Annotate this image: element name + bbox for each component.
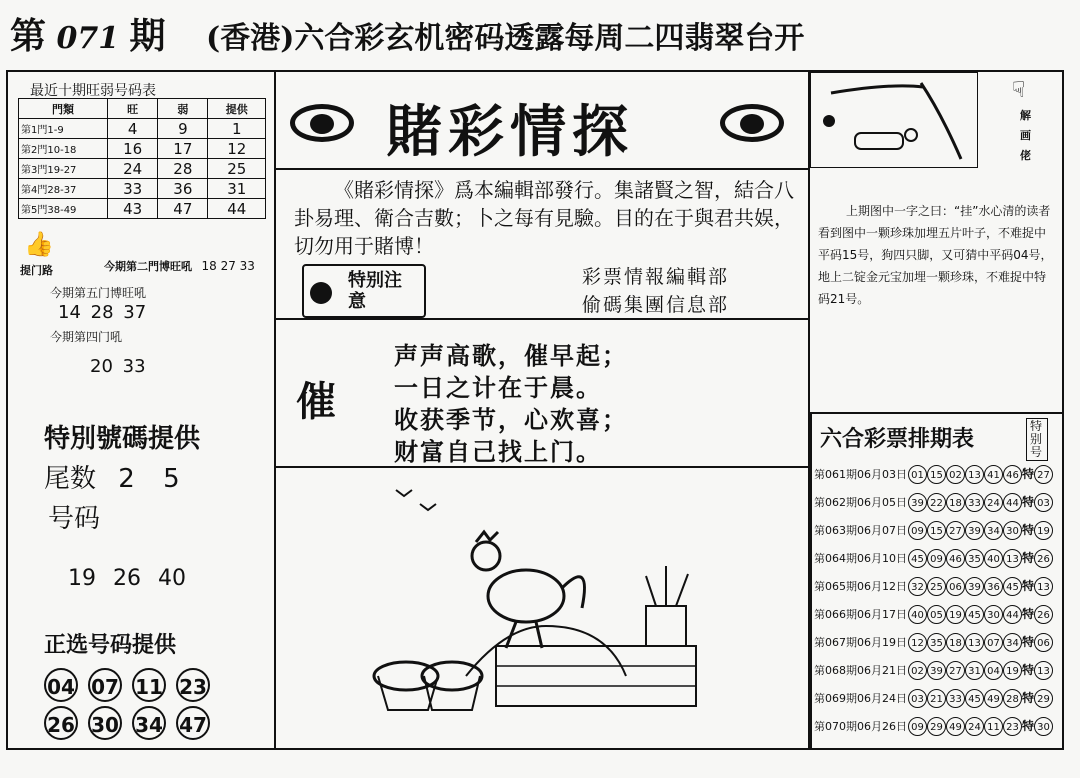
schedule-row [814, 684, 1053, 712]
pick-number: 47 [176, 706, 210, 740]
cell: 9 [158, 119, 208, 139]
cell: 16 [108, 139, 158, 159]
gate5-label: 今期第五门博旺吼 [50, 286, 147, 300]
schedule-balls [908, 656, 1053, 684]
ball-number: 33 [965, 493, 984, 512]
gate2-line [104, 258, 255, 274]
ball-number: 15 [927, 465, 946, 484]
pick-number: 26 [44, 706, 78, 740]
schedule-box [810, 412, 1062, 750]
row-label: 第3門19-27 [19, 159, 108, 179]
ball-number: 18 [946, 633, 965, 652]
schedule-row [814, 600, 1053, 628]
header-cell: 旺 [108, 99, 158, 119]
issue-suffix: 期 [129, 15, 166, 57]
ball-number: 35 [927, 633, 946, 652]
cell: 17 [158, 139, 208, 159]
puzzle-image [810, 72, 978, 168]
special-ball-number: 26 [1034, 549, 1053, 568]
ball-number: 06 [946, 577, 965, 596]
schedule-balls [908, 572, 1053, 600]
ball-number: 30 [984, 605, 1003, 624]
left-column [8, 72, 276, 748]
special-ball-number: 27 [1034, 465, 1053, 484]
ball-number: 28 [1003, 689, 1022, 708]
gate5-numbers: 14 28 37 [58, 302, 147, 323]
schedule-row [814, 460, 1053, 488]
ball-number: 46 [1003, 465, 1022, 484]
cell: 25 [208, 159, 266, 179]
schedule-balls [908, 516, 1053, 544]
ball-number: 29 [927, 717, 946, 736]
gate2-numbers: 18 27 33 [201, 259, 255, 273]
recent-table-caption: 最近十期旺弱号码表 [30, 83, 156, 99]
ball-number: 15 [927, 521, 946, 540]
ball-number: 30 [1003, 521, 1022, 540]
schedule-row-label: 第065期06月12日 [814, 580, 907, 593]
ball-number: 31 [965, 661, 984, 680]
schedule-row-label: 第061期06月03日 [814, 468, 907, 481]
schedule-table [814, 460, 1053, 740]
ball-number: 44 [1003, 493, 1022, 512]
ball-number: 39 [965, 521, 984, 540]
main-picks-row2 [44, 706, 220, 740]
eye-icon-left [290, 104, 354, 142]
ball-number: 22 [927, 493, 946, 512]
special-ball-number: 13 [1034, 661, 1053, 680]
rooster-illustration [366, 476, 726, 736]
special-word: 特 [1022, 634, 1035, 649]
ball-number: 09 [927, 549, 946, 568]
center-column [276, 72, 810, 748]
header-cell: 弱 [158, 99, 208, 119]
table-row [19, 179, 266, 199]
cell: 36 [158, 179, 208, 199]
special-ball-number: 03 [1034, 493, 1053, 512]
puzzle-text: 上期图中一字之曰：“挂”水心清的读者看到图中一颗珍珠加埋五片叶子，不难捉中平码15号，狗四只脚，又可猜中平码04号，地上二锭金元宝加埋一颗珍珠，不难捉中特码21号。 [818, 204, 1053, 306]
cell: 31 [208, 179, 266, 199]
table-row [19, 199, 266, 219]
ball-number: 27 [946, 661, 965, 680]
special-word: 特 [1022, 690, 1035, 705]
eye-icon-right [720, 104, 784, 142]
ball-number: 35 [965, 549, 984, 568]
schedule-row [814, 516, 1053, 544]
ball-number: 09 [908, 521, 927, 540]
ball-number: 09 [908, 717, 927, 736]
poem-line: 声声高歌，催早起； [394, 342, 628, 370]
poem-title: 催 [296, 378, 336, 425]
number-label: 号码 [48, 504, 101, 534]
row-label: 第4門28-37 [19, 179, 108, 199]
special-word: 特 [1022, 522, 1035, 537]
issue-prefix: 第 [10, 15, 47, 57]
ball-number: 13 [965, 633, 984, 652]
ball-number: 40 [984, 549, 1003, 568]
header-cell: 提供 [208, 99, 266, 119]
ball-number: 49 [984, 689, 1003, 708]
schedule-row-label: 第062期06月05日 [814, 496, 907, 509]
poem-section [276, 318, 808, 468]
ball-number: 27 [946, 521, 965, 540]
ball-number: 41 [984, 465, 1003, 484]
special-word: 特 [1022, 578, 1035, 593]
ball-number: 45 [908, 549, 927, 568]
schedule-row [814, 712, 1053, 740]
schedule-row-label: 第064期06月10日 [814, 552, 907, 565]
table-row [19, 139, 266, 159]
ball-number: 33 [946, 689, 965, 708]
schedule-row [814, 572, 1053, 600]
schedule-row [814, 656, 1053, 684]
ball-number: 39 [927, 661, 946, 680]
notice-badge [302, 264, 426, 318]
ball-number: 40 [908, 605, 927, 624]
schedule-title: 六合彩票排期表 [820, 427, 975, 452]
ball-number: 39 [908, 493, 927, 512]
schedule-balls [908, 600, 1053, 628]
pick-number: 07 [88, 668, 122, 702]
special-word: 特 [1022, 606, 1035, 621]
schedule-balls [908, 684, 1053, 712]
special-ball-number: 13 [1034, 577, 1053, 596]
issue-number: 071 [56, 21, 120, 56]
ball-number: 13 [965, 465, 984, 484]
tail-label: 尾数 [44, 464, 97, 494]
cell: 43 [108, 199, 158, 219]
schedule-row-label: 第070期06月26日 [814, 720, 907, 733]
ball-number: 39 [965, 577, 984, 596]
row-label: 第2門10-18 [19, 139, 108, 159]
special-word: 特 [1022, 494, 1035, 509]
logo-text: 賭彩情探 [386, 99, 634, 165]
page-title [10, 8, 1070, 62]
gate4-numbers: 20 33 [90, 356, 146, 377]
ball-number: 45 [1003, 577, 1022, 596]
pick-number: 34 [132, 706, 166, 740]
ball-number: 24 [965, 717, 984, 736]
ball-number: 05 [927, 605, 946, 624]
tail-values: 2 5 [118, 464, 180, 494]
pick-number: 23 [176, 668, 210, 702]
poem-line: 财富自己找上门。 [394, 438, 602, 466]
puzzle-side-label: 解画佬 [1020, 109, 1031, 162]
schedule-row [814, 544, 1053, 572]
row-label: 第1門1-9 [19, 119, 108, 139]
ball-number: 46 [946, 549, 965, 568]
ball-number: 18 [946, 493, 965, 512]
ball-number: 02 [946, 465, 965, 484]
cell: 1 [208, 119, 266, 139]
special-word: 特 [1022, 466, 1035, 481]
schedule-row-label: 第069期06月24日 [814, 692, 907, 705]
dept-1: 彩票情報編輯部 [582, 266, 730, 288]
ball-number: 19 [946, 605, 965, 624]
special-word: 特 [1022, 550, 1035, 565]
ball-number: 03 [908, 689, 927, 708]
ball-number: 25 [927, 577, 946, 596]
schedule-balls [908, 628, 1053, 656]
gate4-label: 今期第四门吼 [50, 330, 123, 344]
intro-text: 《賭彩情探》爲本編輯部發行。集諸賢之智，結合八卦易理、衛合吉數；卜之每有見驗。目的在于與君共娱，切勿用于賭博！ [294, 178, 794, 258]
right-column [810, 72, 1062, 748]
special-word: 特 [1022, 718, 1035, 733]
ball-number: 32 [908, 577, 927, 596]
cell: 12 [208, 139, 266, 159]
schedule-balls [908, 460, 1053, 488]
schedule-row [814, 488, 1053, 516]
ball-number: 01 [908, 465, 927, 484]
ball-number: 19 [1003, 661, 1022, 680]
cell: 47 [158, 199, 208, 219]
ball-number: 36 [984, 577, 1003, 596]
schedule-row [814, 628, 1053, 656]
pick-number: 04 [44, 668, 78, 702]
special-word: 特 [1022, 662, 1035, 677]
ball-number: 45 [965, 605, 984, 624]
cell: 4 [108, 119, 158, 139]
ball-number: 04 [984, 661, 1003, 680]
recent-table [18, 98, 266, 219]
tree-dog-illustration [811, 73, 977, 167]
schedule-row-label: 第068期06月21日 [814, 664, 907, 677]
ball-number: 11 [984, 717, 1003, 736]
ball-number: 45 [965, 689, 984, 708]
ball-number: 02 [908, 661, 927, 680]
table-header-row [19, 99, 266, 119]
special-ball-number: 30 [1034, 717, 1053, 736]
thumbs-up-icon: 👍 [24, 230, 54, 258]
ball-number: 21 [927, 689, 946, 708]
ball-number: 24 [984, 493, 1003, 512]
schedule-balls [908, 712, 1053, 740]
number-values: 19 26 40 [68, 566, 186, 591]
logo-band [276, 72, 808, 170]
table-row [19, 159, 266, 179]
gate2-label: 今期第二門博旺吼 [104, 260, 192, 273]
ball-number: 13 [1003, 549, 1022, 568]
dept-2: 偷碼集團信息部 [582, 294, 730, 316]
tail-line [44, 458, 180, 495]
pointing-hand-icon: ☟ [1012, 78, 1026, 103]
ball-number: 23 [1003, 717, 1022, 736]
main-picks-row1 [44, 668, 220, 702]
special-ball-number: 06 [1034, 633, 1053, 652]
special-ball-number: 19 [1034, 521, 1053, 540]
poem-line: 一日之计在于晨。 [394, 374, 602, 402]
special-numbers-title: 特別號碼提供 [44, 424, 201, 454]
row-label: 第5門38-49 [19, 199, 108, 219]
ball-number: 44 [1003, 605, 1022, 624]
schedule-row-label: 第066期06月17日 [814, 608, 907, 621]
cell: 33 [108, 179, 158, 199]
main-picks-title: 正选号码提供 [44, 633, 177, 658]
pick-number: 11 [132, 668, 166, 702]
cell: 44 [208, 199, 266, 219]
ball-number: 49 [946, 717, 965, 736]
special-header: 特别号 [1026, 418, 1048, 461]
special-ball-number: 29 [1034, 689, 1053, 708]
schedule-balls [908, 488, 1053, 516]
road-label: 提门路 [20, 264, 53, 277]
cell: 28 [158, 159, 208, 179]
special-ball-number: 26 [1034, 605, 1053, 624]
schedule-balls [908, 544, 1053, 572]
ball-number: 34 [1003, 633, 1022, 652]
ball-number: 12 [908, 633, 927, 652]
cell: 24 [108, 159, 158, 179]
schedule-row-label: 第067期06月19日 [814, 636, 907, 649]
ball-number: 07 [984, 633, 1003, 652]
notice-text: 特别注意 [348, 270, 402, 312]
pick-number: 30 [88, 706, 122, 740]
bomb-icon [310, 282, 332, 304]
schedule-row-label: 第063期06月07日 [814, 524, 907, 537]
poem-line: 收获季节，心欢喜； [394, 406, 628, 434]
ball-number: 34 [984, 521, 1003, 540]
header-cell: 門類 [19, 99, 108, 119]
table-row [19, 119, 266, 139]
headline: (香港)六合彩玄机密码透露每周二四翡翠台开 [206, 21, 805, 56]
